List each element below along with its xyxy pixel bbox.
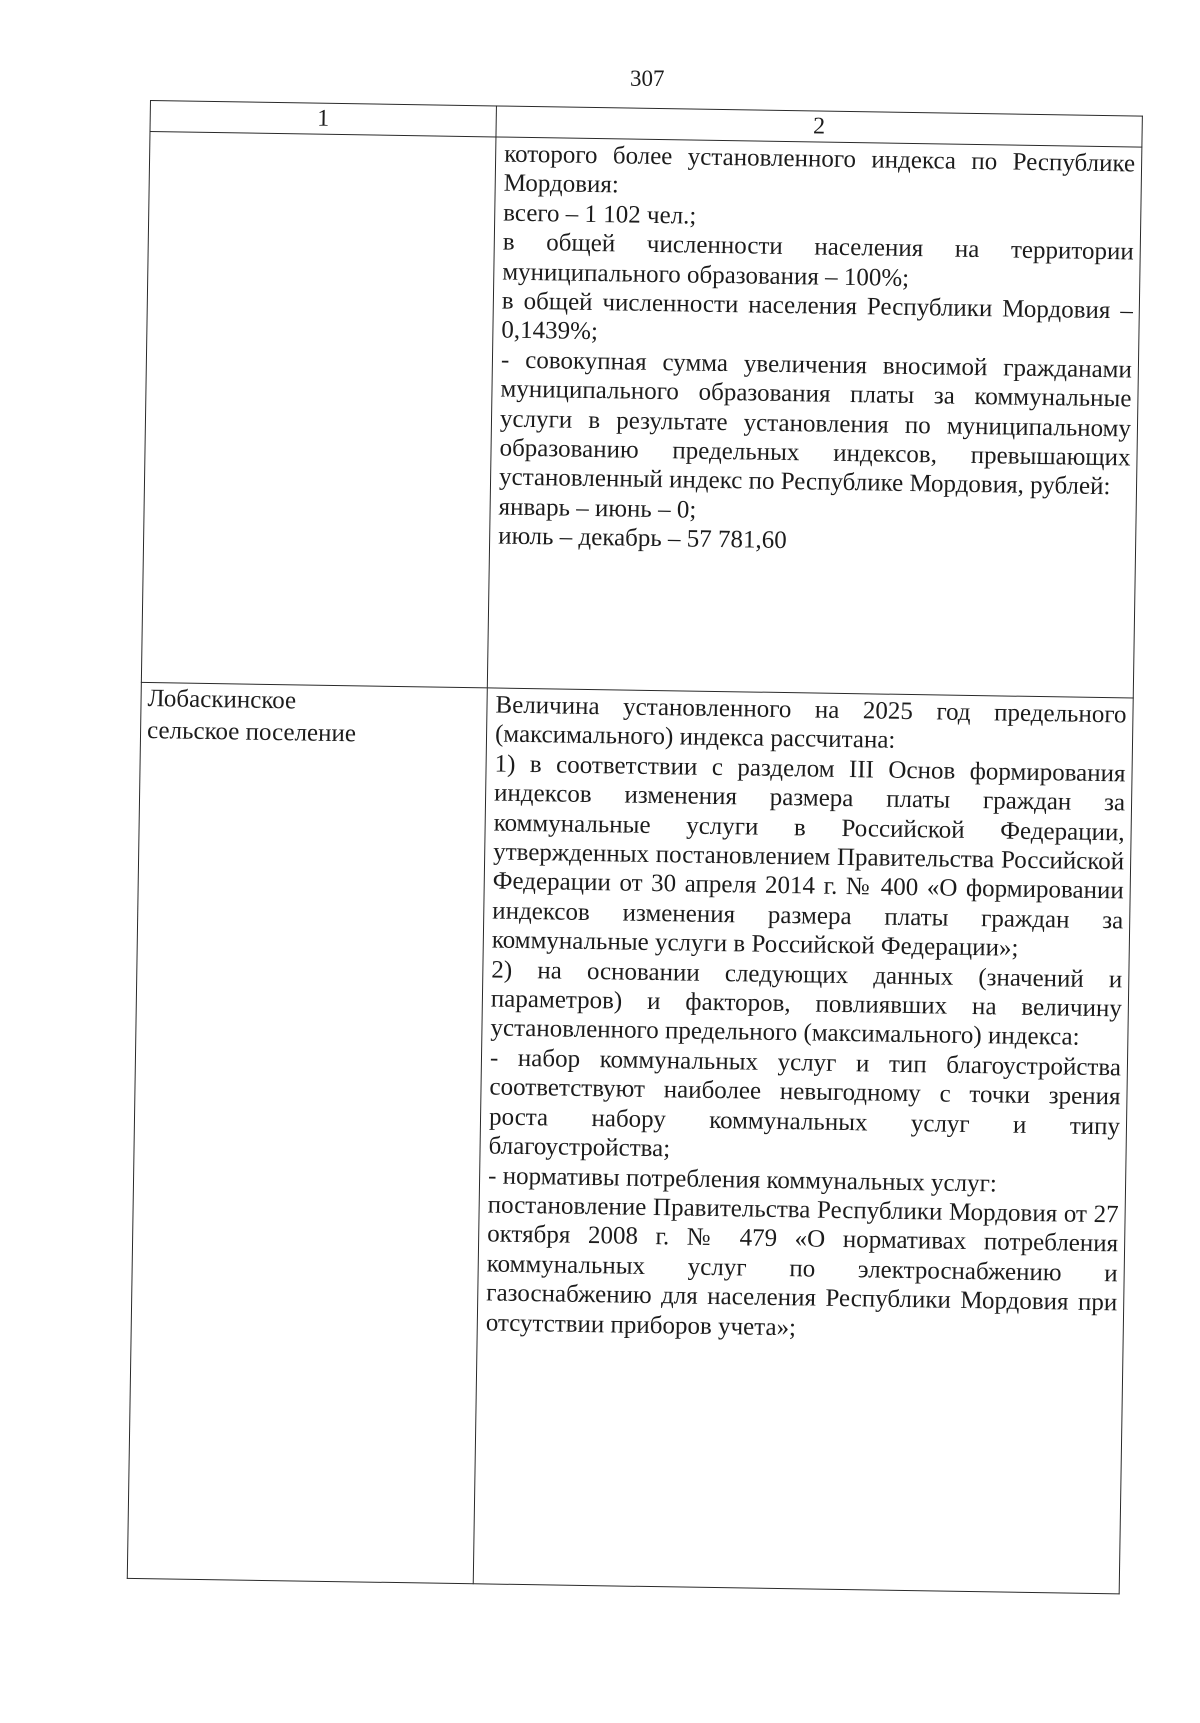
page-number: 307 — [630, 66, 665, 91]
settlement-cell — [127, 682, 487, 1583]
settlement-name-line1: Лобаскинское — [147, 685, 297, 715]
index-table — [127, 100, 1143, 1594]
description-cell — [487, 137, 1142, 698]
paragraph: в общей численности населения Республики Мордовия – 0,1439%; — [501, 287, 1134, 346]
table-row — [127, 682, 1133, 1593]
column-header-2: 2 — [496, 106, 1142, 147]
description-cell — [473, 688, 1133, 1594]
paragraph: постановление Правительства Республики Мордовия от 27 октября 2008 г. № 479 «О нормативах потребления коммунальных услуг по электроснабжению и газоснабжению для населения Республики Мордовия при отсутствии приборов учета»; — [485, 1191, 1119, 1341]
paragraph: 1) в соответствии с разделом III Основ формирования индексов изменения размера платы граждан за коммунальные услуги в Российской Федерации, утвержденных постановлением Правительства Российской Федерации от 30 апреля 2014 г. № 400 «О формировании индексов изменения размера платы граждан за коммунальные услуги в Российской Федерации»; — [491, 750, 1126, 962]
document-table-container — [126, 100, 1139, 1615]
paragraph: в общей численности населения на территории муниципального образования – 100%; — [502, 228, 1134, 292]
paragraph: январь – июнь – 0; — [498, 493, 697, 524]
column-header-1: 1 — [150, 101, 496, 137]
table-row — [141, 132, 1142, 699]
paragraph: Величина установленного на 2025 год предельного (максимального) индекса рассчитана: — [494, 691, 1127, 755]
settlement-cell-empty — [141, 132, 496, 688]
paragraph: которого более установленного индекса по Республике Мордовия: — [503, 140, 1136, 199]
paragraph: - совокупная сумма увеличения вносимой гражданами муниципального образования платы за коммунальные услуги в результате установления по муниципальному образованию предельных индексов, превышающих установленный индекс по Республике Мордовия, рублей: — [498, 346, 1133, 501]
paragraph: всего – 1 102 чел.; — [503, 199, 697, 230]
settlement-name-line2: сельское поселение — [146, 717, 357, 748]
paragraph: - набор коммунальных услуг и тип благоустройства соответствуют наиболее невыгодному с точки зрения роста набору коммунальных услуг и типу благоустройства; — [488, 1044, 1122, 1163]
paragraph: - нормативы потребления коммунальных услуг: — [487, 1161, 998, 1197]
paragraph: июль – декабрь – 57 781,60 — [497, 522, 787, 555]
paragraph: 2) на основании следующих данных (значений и параметров) и факторов, повлиявших на величину установленного предельного (максимального) индекса: — [490, 956, 1123, 1052]
